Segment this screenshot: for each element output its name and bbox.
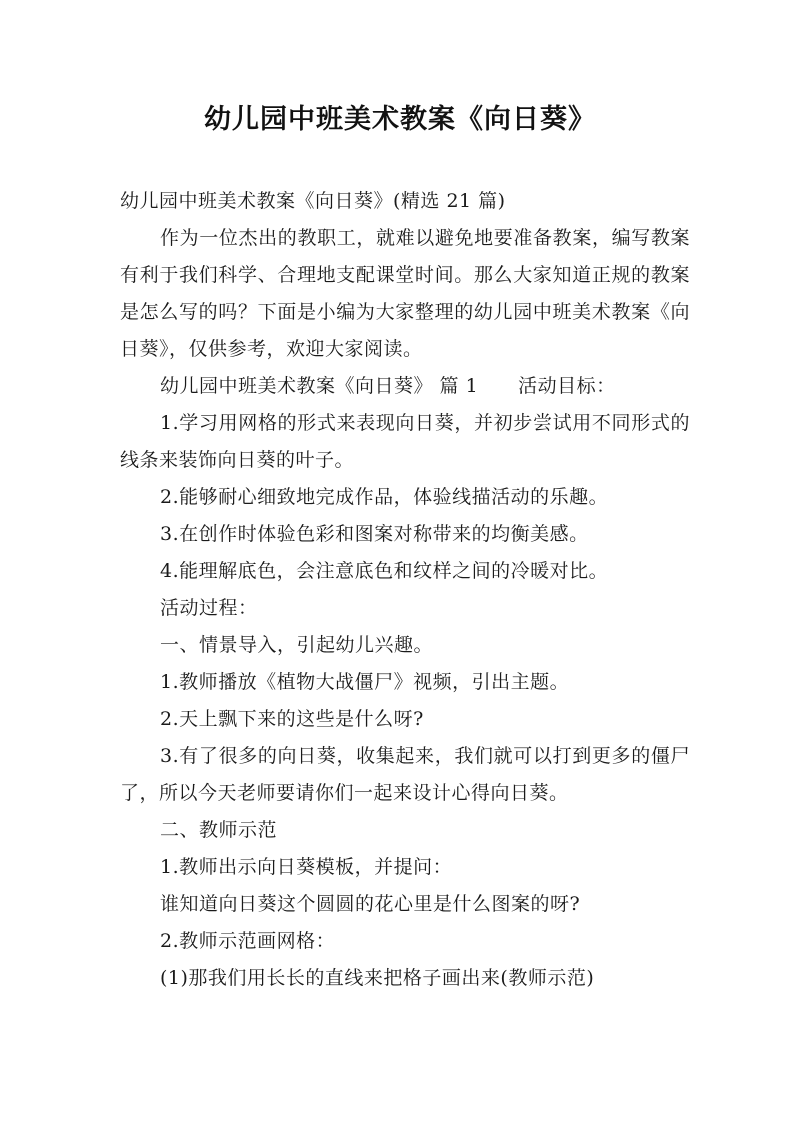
step-heading: 二、教师示范 <box>160 819 278 841</box>
goal-item: 4.能理解底色，会注意底色和纹样之间的冷暖对比。 <box>160 560 609 582</box>
step-item: 1.教师播放《植物大战僵尸》视频，引出主题。 <box>160 671 570 693</box>
goal-item: 1.学习用网格的形式来表现向日葵，并初步尝试用不同形式的线条来装饰向日葵的叶子。 <box>120 412 690 471</box>
step-item: 3.有了很多的向日葵，收集起来，我们就可以打到更多的僵尸了，所以今天老师要请你们一起来设计心得向日葵。 <box>120 745 690 804</box>
process-heading: 活动过程： <box>160 597 258 619</box>
goals-heading: 活动目标： <box>518 375 616 397</box>
step-item: 2.天上飘下来的这些是什么呀? <box>160 708 424 730</box>
step-item: 1.教师出示向日葵模板，并提问： <box>160 856 453 878</box>
section-heading-line <box>120 368 690 405</box>
step-heading: 一、情景导入，引起幼儿兴趣。 <box>160 634 434 656</box>
section-heading: 幼儿园中班美术教案《向日葵》 篇 1 <box>160 375 479 397</box>
step-subitem: (1)那我们用长长的直线来把格子画出来(教师示范) <box>160 967 595 989</box>
document-body <box>120 183 690 997</box>
intro-paragraph: 作为一位杰出的教职工，就难以避免地要准备教案，编写教案有利于我们科学、合理地支配课堂时间。那么大家知道正规的教案是怎么写的吗？下面是小编为大家整理的幼儿园中班美术教案《向日葵》，仅供参考，欢迎大家阅读。 <box>120 227 690 360</box>
step-item: 2.教师示范画网格： <box>160 930 336 952</box>
document-title: 幼儿园中班美术教案《向日葵》 <box>204 104 596 135</box>
goal-item: 3.在创作时体验色彩和图案对称带来的均衡美感。 <box>160 523 589 545</box>
step-question: 谁知道向日葵这个圆圆的花心里是什么图案的呀? <box>160 893 581 915</box>
goal-item: 2.能够耐心细致地完成作品，体验线描活动的乐趣。 <box>160 486 609 508</box>
document-subtitle: 幼儿园中班美术教案《向日葵》(精选 21 篇) <box>120 190 506 212</box>
